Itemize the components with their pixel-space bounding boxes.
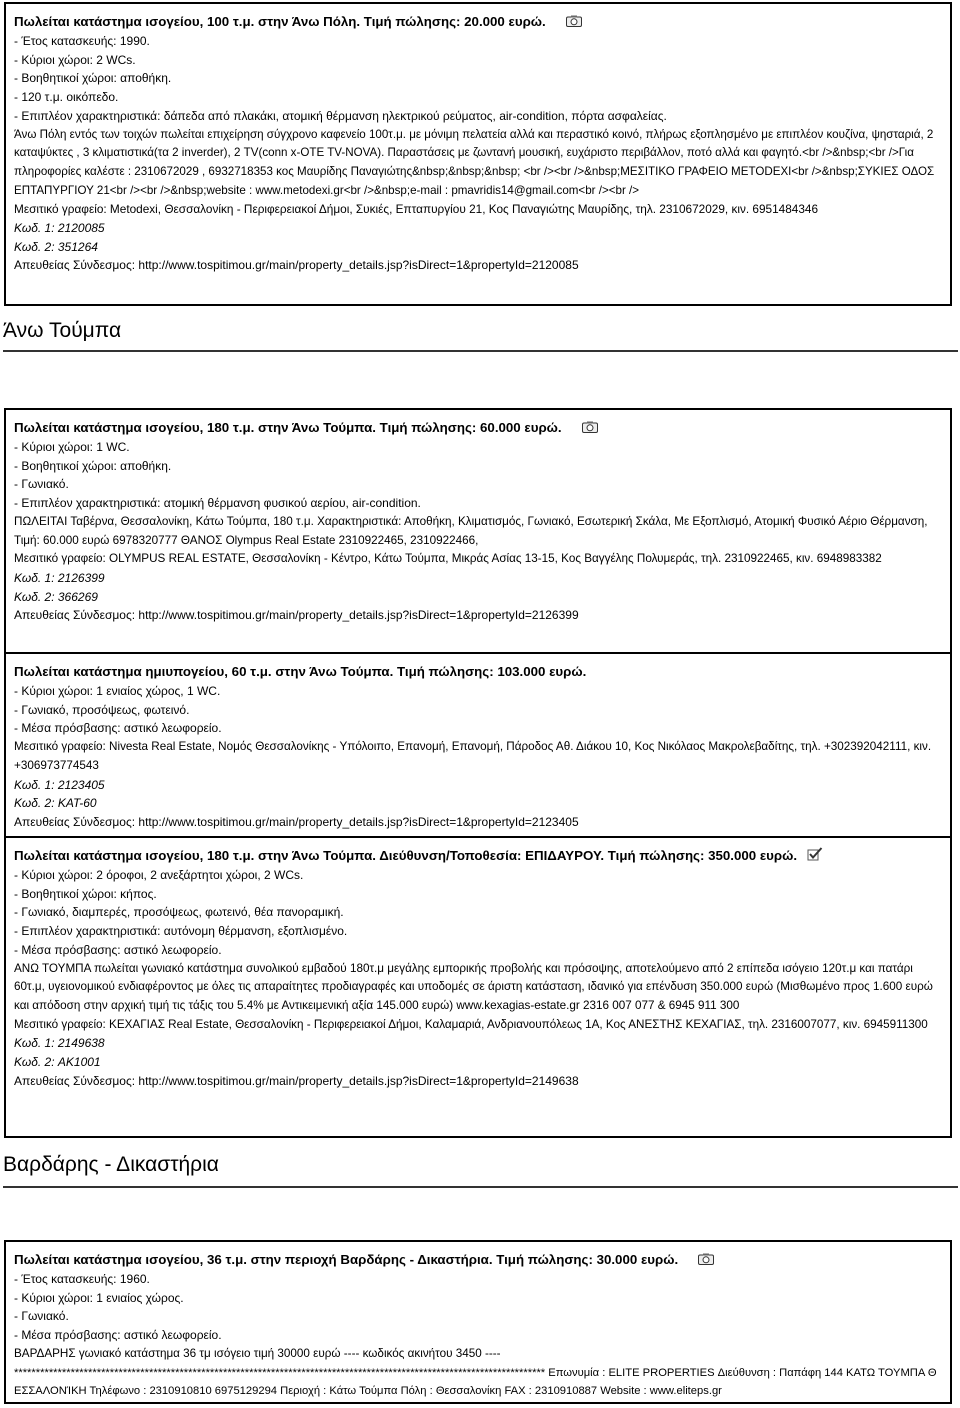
listing-card — [4, 654, 952, 838]
feature-line: - Μέσα πρόσβασης: αστικό λεωφορείο. — [14, 1328, 222, 1343]
direct-link[interactable]: Απευθείας Σύνδεσμος: http://www.tospitimou.gr/main/property_details.jsp?isDirect=1&propertyId=2123405 — [14, 814, 579, 829]
feature-line: - Επιπλέον χαρακτηριστικά: δάπεδα από πλακάκι, ατομική θέρμανση ηλεκτρικού ρεύματος, air-condition, πόρτα ασφαλείας. — [14, 108, 667, 123]
feature-line: - Κύριοι χώροι: 1 WC. — [14, 440, 130, 454]
listing-description-extra: ************************************************************************************************************************** Επωνυμία : ELITE PROPERTIES Διεύθυνση : Παπάφη 144 ΚΑΤΩ ΤΟΥΜΠΑ ΘΕΣΣΑΛΟΝΊΚΗ Τηλέφωνο : 2310910810 6975129294 Περιοχή : Κάτω Τούμπα Πόλη : Θεσσαλονίκη FAX : 2310910887 Website : www.eliteps.gr — [14, 1366, 937, 1398]
feature-line: - Έτος κατασκευής: 1960. — [14, 1272, 150, 1286]
feature-line: - Βοηθητικοί χώροι: αποθήκη. — [14, 458, 172, 473]
listing-title: Πωλείται κατάστημα ισογείου, 180 τ.μ. στην Άνω Τούμπα. Διεύθυνση/Τοποθεσία: ΕΠΙΔΑΥΡΟΥ. Τιμή πώλησης: 350.000 ευρώ. — [14, 846, 942, 866]
code-1: Κωδ. 1: 2123405 — [14, 777, 105, 792]
feature-line: - Κύριοι χώροι: 2 WCs. — [14, 52, 136, 67]
camera-icon[interactable] — [582, 421, 598, 433]
code-2: Κωδ. 2: 351264 — [14, 239, 98, 254]
direct-link[interactable]: Απευθείας Σύνδεσμος: http://www.tospitimou.gr/main/property_details.jsp?isDirect=1&propertyId=2126399 — [14, 608, 579, 623]
section-divider — [3, 350, 958, 352]
code-1: Κωδ. 1: 2120085 — [14, 221, 105, 236]
listing-card — [4, 2, 952, 306]
code-1: Κωδ. 1: 2126399 — [14, 570, 105, 585]
listing-title: Πωλείται κατάστημα ισογείου, 180 τ.μ. στην Άνω Τούμπα. Τιμή πώλησης: 60.000 ευρώ. — [14, 418, 942, 438]
listing-description: ΒΑΡΔΑΡΗΣ γωνιακό κατάστημα 36 τμ ισόγειο τιμή 30000 ευρώ ---- κωδικός ακινήτου 3450 ---- — [14, 1346, 501, 1360]
code-2: Κωδ. 2: 366269 — [14, 589, 98, 604]
listing-description: Άνω Πόλη εντός των τοιχών πωλείται επιχείρηση σύγχρονο καφενείο 100τ.μ. με μόνιμη πελατεία αλλά και περαστικό κοινό, πλήρως εξοπλησμένο με επιπλέον κουζίνα, ψησταριά, 2 καταψύκτες , 3 κλιματιστικά(τα 2 inverder), 2 TV(conn x-OTE TV-NOVA). Παραστάσεις με ζωντανή μουσική, ευχάριστο περιβάλλον, ποτό αλλά και φαγητό.<br />&nbsp;<br />Για πληροφορίες καλέστε : 2310672029 , 6932718353 κος Μαυρίδης Παναγιώτης&nbsp;&nbsp;&nbsp; <br /><br />&nbsp;ΜΕΣΙΤΙΚΟ ΓΡΑΦΕΙΟ METODEXI<br />&nbsp;ΣΥΚΙΕΣ ΟΔΟΣ ΕΠΤΑΠΥΡΓΙΟΥ 21<br /><br />&nbsp;website : www.metodexi.gr<br />&nbsp;e-mail : pmavridis14@gmail.com<br /><br /> — [14, 127, 935, 197]
direct-link[interactable]: Απευθείας Σύνδεσμος: http://www.tospitimou.gr/main/property_details.jsp?isDirect=1&propertyId=2149638 — [14, 1073, 579, 1088]
camera-icon[interactable] — [566, 15, 582, 27]
section-heading: Άνω Τούμπα — [3, 319, 122, 342]
listing-card — [4, 838, 952, 1138]
feature-line: - Γωνιακό, διαμπερές, προσόψεως, φωτεινό, θέα πανοραμική. — [14, 905, 344, 920]
feature-line: - Γωνιακό. — [14, 1309, 69, 1324]
section-heading: Βαρδάρης - Δικαστήρια — [3, 1153, 219, 1176]
listing-card — [4, 408, 952, 654]
agency-info: Μεσιτικό γραφείο: ΚΕΧΑΓΙΑΣ Real Estate, Θεσσαλονίκη - Περιφερειακοί Δήμοι, Καλαμαριά, Ανδριανουπόλεως 1Α, Κος ΑΝΕΣΤΗΣ ΚΕΧΑΓΙΑΣ, τηλ. 2316007077, κιν. 6945911300 — [14, 1017, 928, 1031]
feature-line: - Βοηθητικοί χώροι: κήπος. — [14, 886, 157, 901]
feature-line: - Επιπλέον χαρακτηριστικά: ατομική θέρμανση φυσικού αερίου, air-condition. — [14, 496, 421, 511]
feature-line: - Βοηθητικοί χώροι: αποθήκη. — [14, 71, 172, 86]
feature-line: - Κύριοι χώροι: 2 όροφοι, 2 ανεξάρτητοι χώροι, 2 WCs. — [14, 868, 304, 882]
feature-line: - Κύριοι χώροι: 1 ενιαίος χώρος. — [14, 1290, 184, 1305]
feature-line: - Κύριοι χώροι: 1 ενιαίος χώρος, 1 WC. — [14, 684, 221, 698]
code-2: Κωδ. 2: KAT-60 — [14, 796, 97, 811]
camera-icon[interactable] — [698, 1253, 714, 1265]
listing-title: Πωλείται κατάστημα ισογείου, 36 τ.μ. στην περιοχή Βαρδάρης - Δικαστήρια. Τιμή πώλησης: 30.000 ευρώ. — [14, 1250, 942, 1270]
feature-line: - Γωνιακό, προσόψεως, φωτεινό. — [14, 702, 190, 717]
section-divider — [3, 1186, 958, 1188]
feature-line: - Μέσα πρόσβασης: αστικό λεωφορείο. — [14, 721, 222, 736]
agency-info: Μεσιτικό γραφείο: OLYMPUS REAL ESTATE, Θεσσαλονίκη - Κέντρο, Κάτω Τούμπα, Μικράς Ασίας 13-15, Κος Βαγγέλης Πολυμεράς, τηλ. 2310922465, κιν. 6948983382 — [14, 552, 882, 566]
agency-info: Μεσιτικό γραφείο: Nivesta Real Estate, Νομός Θεσσαλονίκης - Υπόλοιπο, Επανομή, Επανομή, Πάροδος Αθ. Διάκου 10, Κος Νικόλαος Μακρολεβαδίτης, τηλ. +302392042111, κιν. +306973774543 — [14, 740, 932, 772]
feature-line: - Επιπλέον χαρακτηριστικά: αυτόνομη θέρμανση, εξοπλισμένο. — [14, 924, 348, 939]
listing-description: ΑΝΩ ΤΟΥΜΠΑ πωλείται γωνιακό κατάστημα συνολικού εμβαδού 180τ.μ μεγάλης εμπορικής προβολής και πρόσοψης, αποτελούμενο από 2 επίπεδα ισόγειο 120τ.μ και πατάρι 60τ.μ, υγειονομικού ενδιαφέροντος με όλες τις απαραίτητες προδιαγραφές και υποδομές σε άριστη κατάσταση, ιδανικό για επένδυση 350.000 ευρώ (Μισθωμένο προς 1.600 ευρώ και απόδοση στην αρχική τιμή τις τάξις του 5.4% με Αντικειμενική αξία 145.000 ευρώ) www.kexagias-estate.gr 2316 007 077 & 6945 911 300 — [14, 961, 933, 1012]
feature-line: - 120 τ.μ. οικόπεδο. — [14, 90, 119, 105]
feature-line: - Έτος κατασκευής: 1990. — [14, 34, 150, 48]
listing-title: Πωλείται κατάστημα ισογείου, 100 τ.μ. στην Άνω Πόλη. Τιμή πώλησης: 20.000 ευρώ. — [14, 12, 942, 32]
listing-card — [4, 1240, 952, 1404]
listing-title: Πωλείται κατάστημα ημιυπογείου, 60 τ.μ. στην Άνω Τούμπα. Τιμή πώλησης: 103.000 ευρώ. — [14, 664, 587, 679]
checkbox-checked-icon — [807, 847, 823, 861]
feature-line: - Μέσα πρόσβασης: αστικό λεωφορείο. — [14, 942, 222, 957]
code-2: Κωδ. 2: AK1001 — [14, 1055, 101, 1070]
code-1: Κωδ. 1: 2149638 — [14, 1036, 105, 1051]
direct-link[interactable]: Απευθείας Σύνδεσμος: http://www.tospitimou.gr/main/property_details.jsp?isDirect=1&propertyId=2120085 — [14, 258, 579, 273]
agency-info: Μεσιτικό γραφείο: Metodexi, Θεσσαλονίκη - Περιφερειακοί Δήμοι, Συκιές, Επταπυργίου 21, Κος Παναγιώτης Μαυρίδης, τηλ. 2310672029, κιν. 6951484346 — [14, 202, 819, 217]
listing-description: ΠΩΛΕΙΤΑΙ Ταβέρνα, Θεσσαλονίκη, Κάτω Τούμπα, 180 τ.μ. Χαρακτηριστικά: Αποθήκη, Κλιματισμός, Γωνιακό, Εσωτερική Σκάλα, Με Εξοπλισμό, Ατομική Φυσικό Αέριο Θέρμανση, Τιμή: 60.000 ευρώ 6978320777 ΘΑΝΟΣ Olympus Real Estate 2310922465, 2310922466, — [14, 514, 928, 547]
feature-line: - Γωνιακό. — [14, 477, 69, 492]
